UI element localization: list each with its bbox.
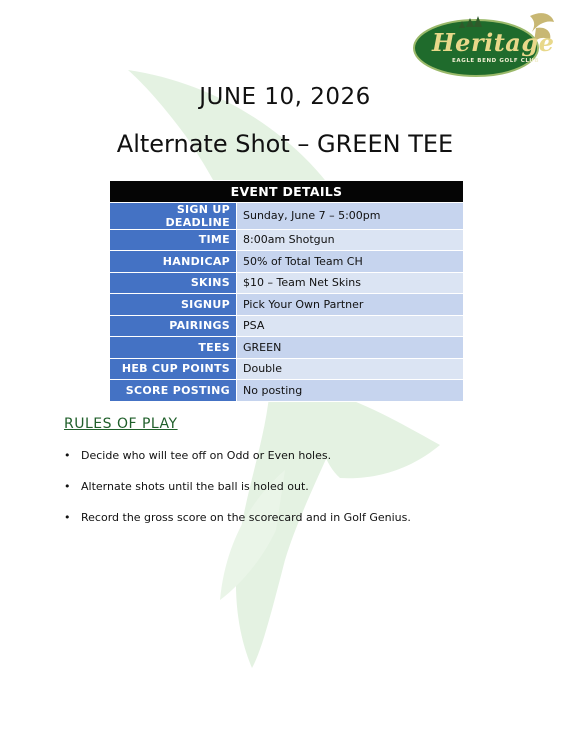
table-row — [110, 202, 464, 229]
event-details-table — [109, 180, 464, 402]
row-value: $10 – Team Net Skins — [237, 272, 464, 294]
row-label: TEES — [110, 337, 237, 359]
row-value: No posting — [237, 380, 464, 402]
list-item — [64, 480, 411, 511]
row-label: HANDICAP — [110, 251, 237, 273]
row-value: PSA — [237, 315, 464, 337]
bullet-icon: • — [64, 480, 71, 493]
table-header-row — [110, 181, 464, 203]
bullet-icon: • — [64, 511, 71, 524]
table-row — [110, 294, 464, 316]
rule-text: Record the gross score on the scorecard and in Golf Genius. — [81, 511, 411, 524]
row-label: PAIRINGS — [110, 315, 237, 337]
row-label: SIGNUP — [110, 294, 237, 316]
rule-text: Decide who will tee off on Odd or Even holes. — [81, 449, 332, 462]
row-value: 50% of Total Team CH — [237, 251, 464, 273]
row-value: Double — [237, 358, 464, 380]
table-row — [110, 229, 464, 251]
table-row — [110, 315, 464, 337]
table-row — [110, 251, 464, 273]
row-label: SCORE POSTING — [110, 380, 237, 402]
row-value: GREEN — [237, 337, 464, 359]
rule-text: Alternate shots until the ball is holed out. — [81, 480, 309, 493]
logo-tagline: EAGLE BEND GOLF CLUB — [452, 58, 540, 64]
event-date: JUNE 10, 2026 — [199, 84, 371, 110]
row-value: Pick Your Own Partner — [237, 294, 464, 316]
row-label: HEB CUP POINTS — [110, 358, 237, 380]
row-value: Sunday, June 7 – 5:00pm — [237, 202, 464, 229]
table-row — [110, 272, 464, 294]
list-item — [64, 511, 411, 542]
row-label: SKINS — [110, 272, 237, 294]
rules-list — [64, 449, 411, 542]
heritage-logo — [410, 8, 558, 80]
table-row — [110, 337, 464, 359]
table-title: EVENT DETAILS — [110, 181, 464, 203]
bullet-icon: • — [64, 449, 71, 462]
row-label: SIGN UP DEADLINE — [110, 202, 237, 229]
table-row — [110, 380, 464, 402]
event-title: Alternate Shot – GREEN TEE — [116, 130, 454, 158]
list-item — [64, 449, 411, 480]
rules-heading: RULES OF PLAY — [64, 416, 178, 432]
row-value: 8:00am Shotgun — [237, 229, 464, 251]
row-label: TIME — [110, 229, 237, 251]
logo-wordmark: Heritage — [432, 28, 555, 57]
table-row — [110, 358, 464, 380]
